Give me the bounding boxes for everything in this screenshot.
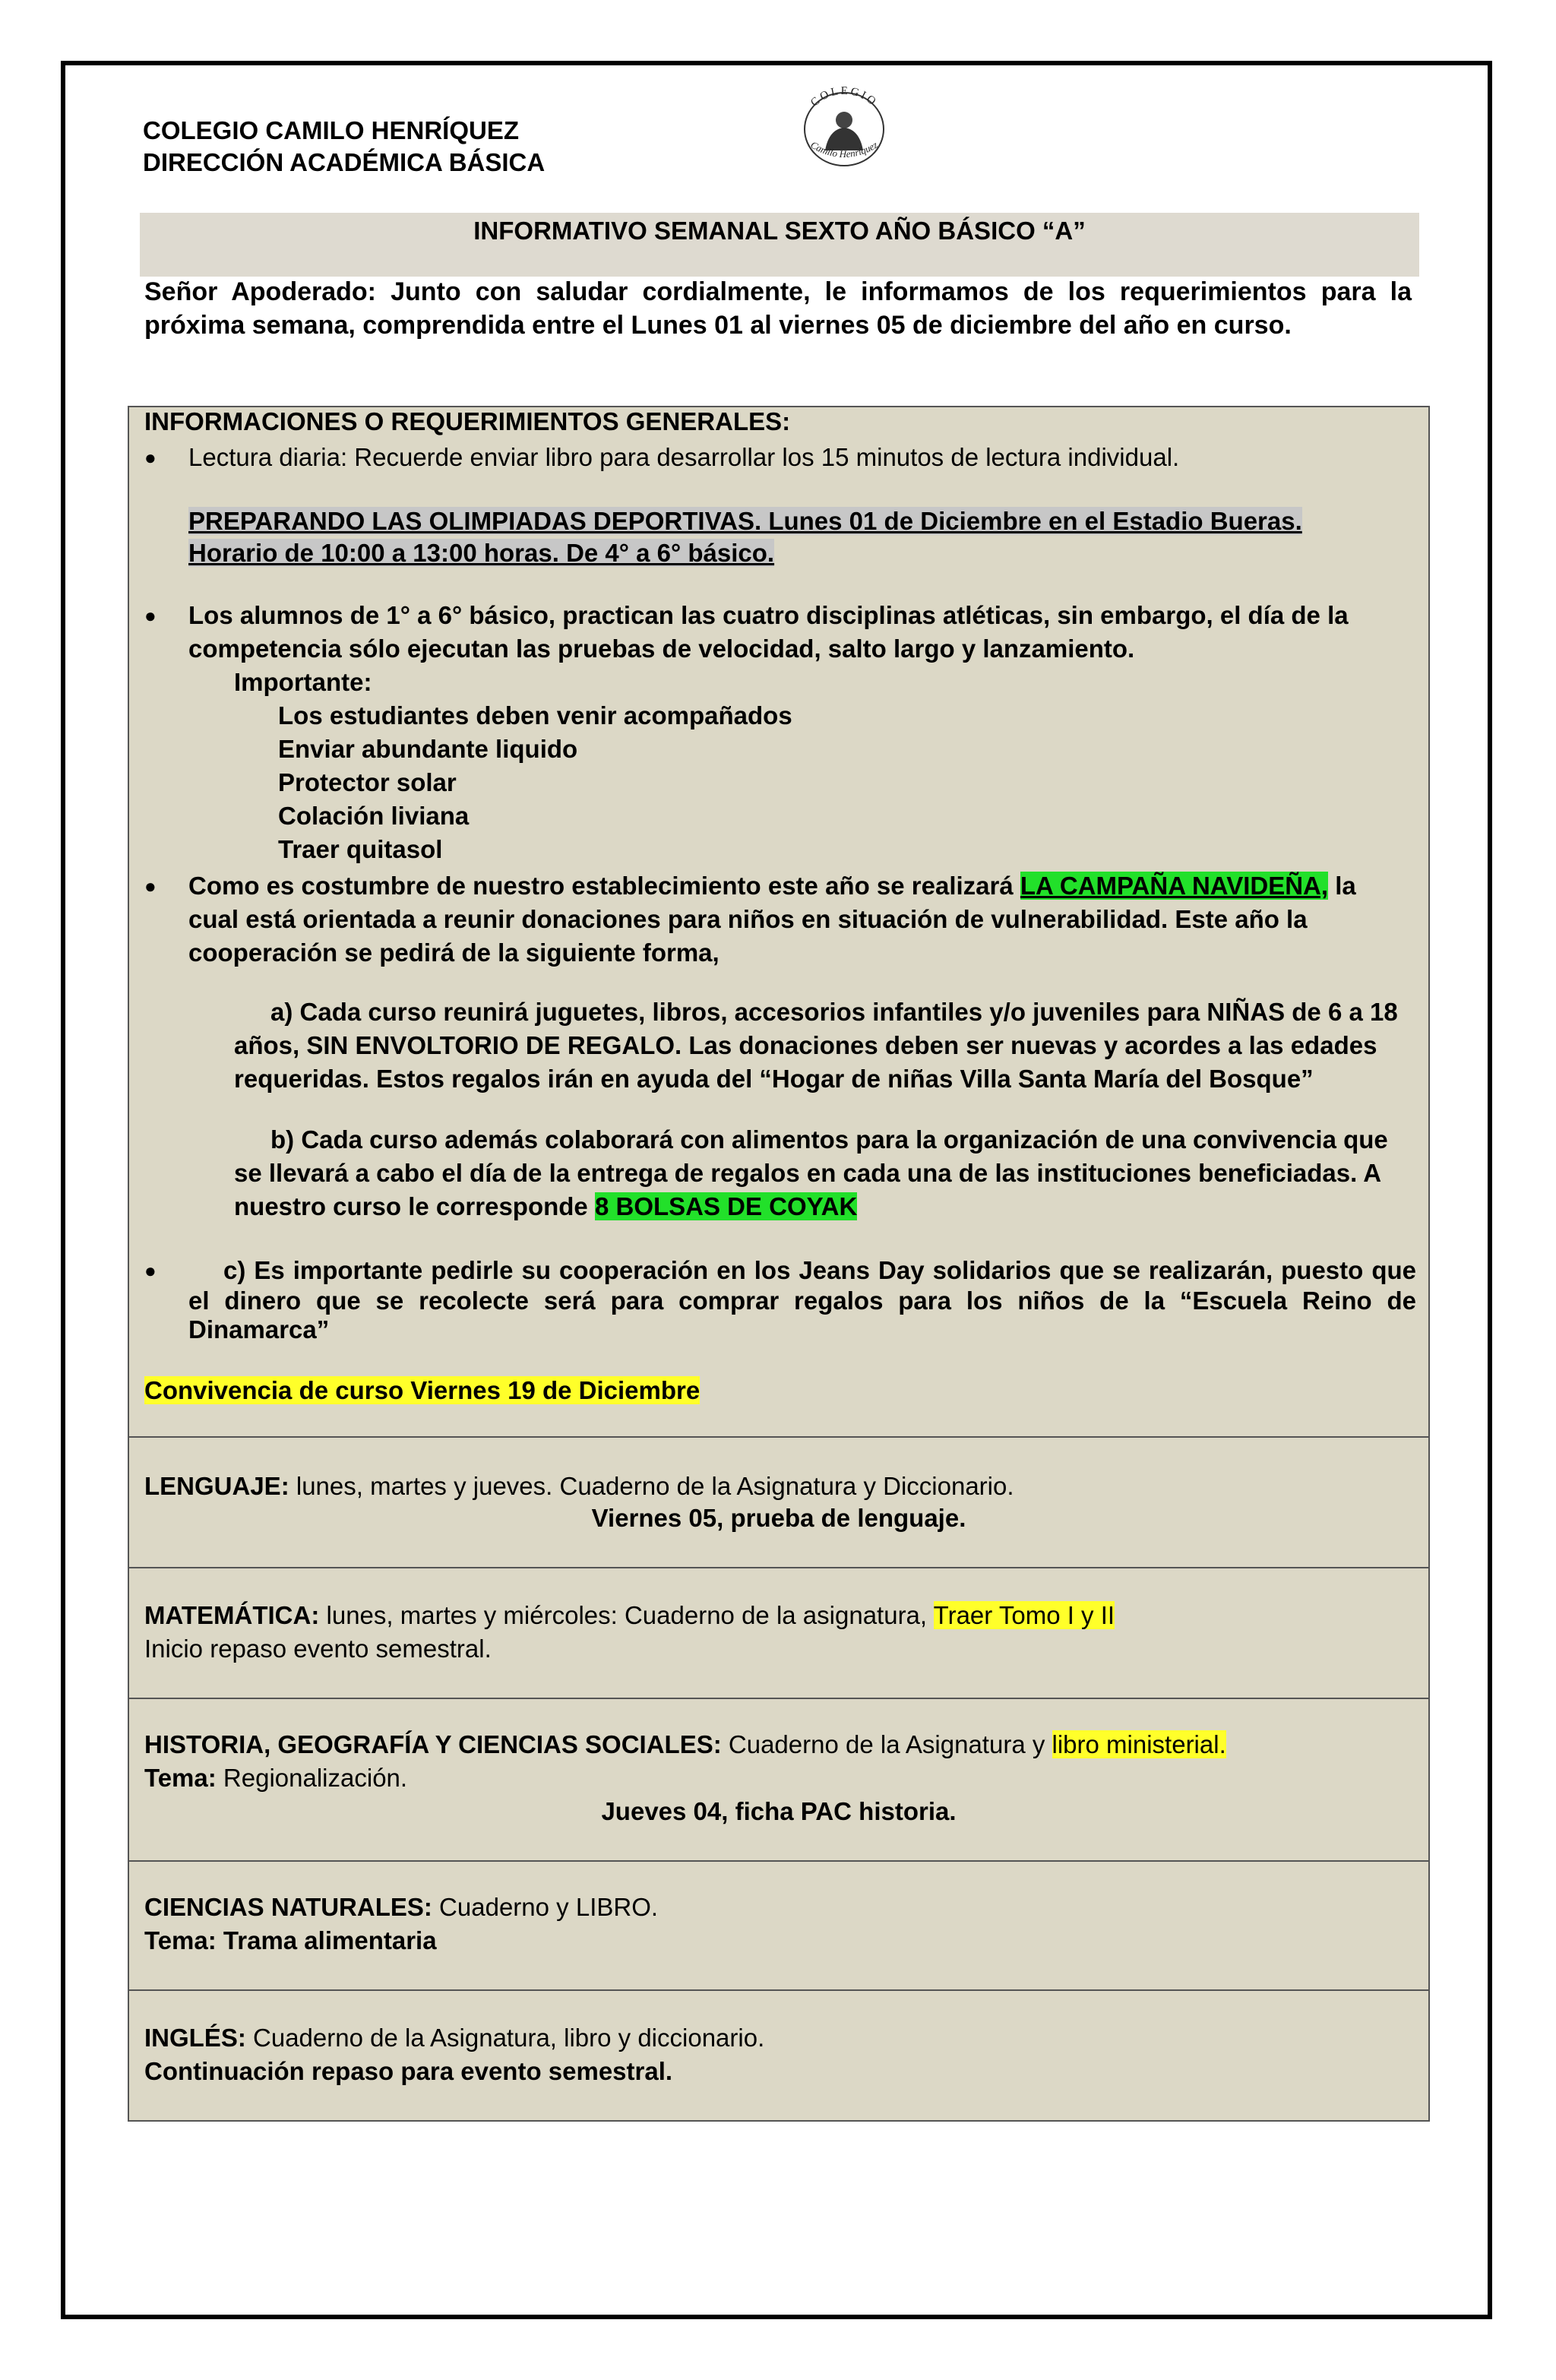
page-title: INFORMATIVO SEMANAL SEXTO AÑO BÁSICO “A” xyxy=(473,217,1086,245)
ciencias-tema: Tema: Trama alimentaria xyxy=(144,1926,437,1954)
item-b-line-3-pre: nuestro curso le corresponde xyxy=(234,1192,595,1220)
lenguaje-label: LENGUAJE: xyxy=(144,1472,289,1500)
important-item: Colación liviana xyxy=(278,802,470,830)
ingles-label: INGLÉS: xyxy=(144,2024,246,2052)
lenguaje-note: Viernes 05, prueba de lenguaje. xyxy=(591,1504,966,1532)
ciencias-text: Cuaderno y LIBRO. xyxy=(432,1893,659,1921)
athletics-line-1: Los alumnos de 1° a 6° básico, practican las cuatro disciplinas atléticas, sin embargo, el día de la xyxy=(188,601,1349,629)
important-item: Protector solar xyxy=(278,768,457,796)
school-logo xyxy=(787,82,901,173)
olympics-line-1-text: PREPARANDO LAS OLIMPIADAS DEPORTIVAS. Lunes 01 de Diciembre en el Estadio Bueras. xyxy=(188,507,1302,535)
important-item: Los estudiantes deben venir acompañados xyxy=(278,701,792,730)
campaign-line-1 xyxy=(188,869,1356,903)
important-item: Enviar abundante liquido xyxy=(278,735,578,763)
matematica-text: lunes, martes y miércoles: Cuaderno de la asignatura, xyxy=(319,1601,934,1629)
campaign-line-3: cooperación se pedirá de la siguiente forma, xyxy=(188,938,719,967)
historia-tema-label: Tema: xyxy=(144,1764,217,1792)
reading-requirement: Lectura diaria: Recuerde enviar libro para desarrollar los 15 minutos de lectura individual. xyxy=(188,443,1180,471)
matematica-line-2: Inicio repaso evento semestral. xyxy=(144,1635,492,1663)
logo-text-top: COLEGIO xyxy=(808,84,880,109)
olympics-line-1 xyxy=(188,505,1302,538)
item-a-line-2: años, SIN ENVOLTORIO DE REGALO. Las donaciones deben ser nuevas y acordes a las edades xyxy=(234,1031,1377,1059)
olympics-line-2-text: Horario de 10:00 a 13:00 horas. De 4° a 6° básico. xyxy=(188,539,775,567)
historia-label: HISTORIA, GEOGRAFÍA Y CIENCIAS SOCIALES: xyxy=(144,1730,722,1758)
historia-tema xyxy=(144,1761,407,1795)
ingles-line-2: Continuación repaso para evento semestral. xyxy=(144,2057,673,2085)
campaign-line-1-post: la xyxy=(1328,872,1356,900)
item-b-line-3 xyxy=(234,1190,857,1223)
bullet-icon: ● xyxy=(144,1259,157,1282)
matematica-line xyxy=(144,1599,1115,1632)
ingles-line xyxy=(144,2021,764,2055)
svg-text:COLEGIO xyxy=(808,85,880,109)
convivencia-note xyxy=(144,1374,700,1407)
historia-highlight: libro ministerial. xyxy=(1052,1730,1226,1758)
campaign-highlight: LA CAMPAÑA NAVIDEÑA, xyxy=(1020,872,1329,900)
lenguaje-text: lunes, martes y jueves. Cuaderno de la Asignatura y Diccionario. xyxy=(289,1472,1014,1500)
school-name: COLEGIO CAMILO HENRÍQUEZ xyxy=(143,116,519,144)
item-b-line-2: se llevará a cabo el día de la entrega de regalos en cada una de las instituciones beneficiadas. A xyxy=(234,1159,1382,1187)
ciencias-line xyxy=(144,1891,658,1924)
olympics-line-2 xyxy=(188,536,774,570)
row-divider xyxy=(128,1698,1430,1699)
important-item: Traer quitasol xyxy=(278,835,443,863)
item-a-line-3: requeridas. Estos regalos irán en ayuda del “Hogar de niñas Villa Santa María del Bosque” xyxy=(234,1065,1314,1093)
item-c-line-2: el dinero que se recolecte será para comprar regalos para los niños de la “Escuela Reino de xyxy=(188,1287,1416,1315)
convivencia-text: Convivencia de curso Viernes 19 de Diciembre xyxy=(144,1376,701,1404)
athletics-line-2: competencia sólo ejecutan las pruebas de velocidad, salto largo y lanzamiento. xyxy=(188,635,1135,663)
matematica-label: MATEMÁTICA: xyxy=(144,1601,320,1629)
matematica-highlight: Traer Tomo I y II xyxy=(933,1601,1115,1629)
general-heading: INFORMACIONES O REQUERIMIENTOS GENERALES: xyxy=(144,407,791,435)
bullet-icon: ● xyxy=(144,604,157,627)
bullet-icon: ● xyxy=(144,446,157,469)
intro-paragraph: Señor Apoderado: Junto con saludar cordialmente, le informamos de los requerimientos para la próxima semana, comprendida entre el Lunes 01 al viernes 05 de diciembre del año en curso. xyxy=(144,277,1412,340)
item-c-line-1: c) Es importante pedirle su cooperación en los Jeans Day solidarios que se realizarán, puesto que xyxy=(223,1256,1416,1284)
historia-note: Jueves 04, ficha PAC historia. xyxy=(601,1797,957,1825)
campaign-line-1-pre: Como es costumbre de nuestro establecimiento este año se realizará xyxy=(188,872,1020,900)
historia-line xyxy=(144,1728,1226,1761)
row-divider xyxy=(128,1860,1430,1862)
lenguaje-line xyxy=(144,1470,1014,1503)
logo-text-bottom: Camilo Henríquez xyxy=(808,138,880,160)
historia-text: Cuaderno de la Asignatura y xyxy=(721,1730,1052,1758)
important-label: Importante: xyxy=(234,668,372,696)
row-divider xyxy=(128,1436,1430,1438)
historia-tema-text: Regionalización. xyxy=(216,1764,408,1792)
row-divider xyxy=(128,1567,1430,1568)
ciencias-label: CIENCIAS NATURALES: xyxy=(144,1893,432,1921)
item-a-line-1: a) Cada curso reunirá juguetes, libros, accesorios infantiles y/o juveniles para NIÑAS de 6 a 18 xyxy=(270,998,1398,1026)
school-department: DIRECCIÓN ACADÉMICA BÁSICA xyxy=(143,148,546,176)
item-b-line-1: b) Cada curso además colaborará con alimentos para la organización de una convivencia que xyxy=(270,1125,1388,1154)
row-divider xyxy=(128,1989,1430,1991)
item-c-line-3: Dinamarca” xyxy=(188,1315,330,1343)
ingles-text: Cuaderno de la Asignatura, libro y diccionario. xyxy=(245,2024,765,2052)
campaign-line-2: cual está orientada a reunir donaciones para niños en situación de vulnerabilidad. Este año la xyxy=(188,905,1308,933)
bullet-icon: ● xyxy=(144,875,157,897)
coyak-highlight: 8 BOLSAS DE COYAK xyxy=(594,1192,858,1220)
